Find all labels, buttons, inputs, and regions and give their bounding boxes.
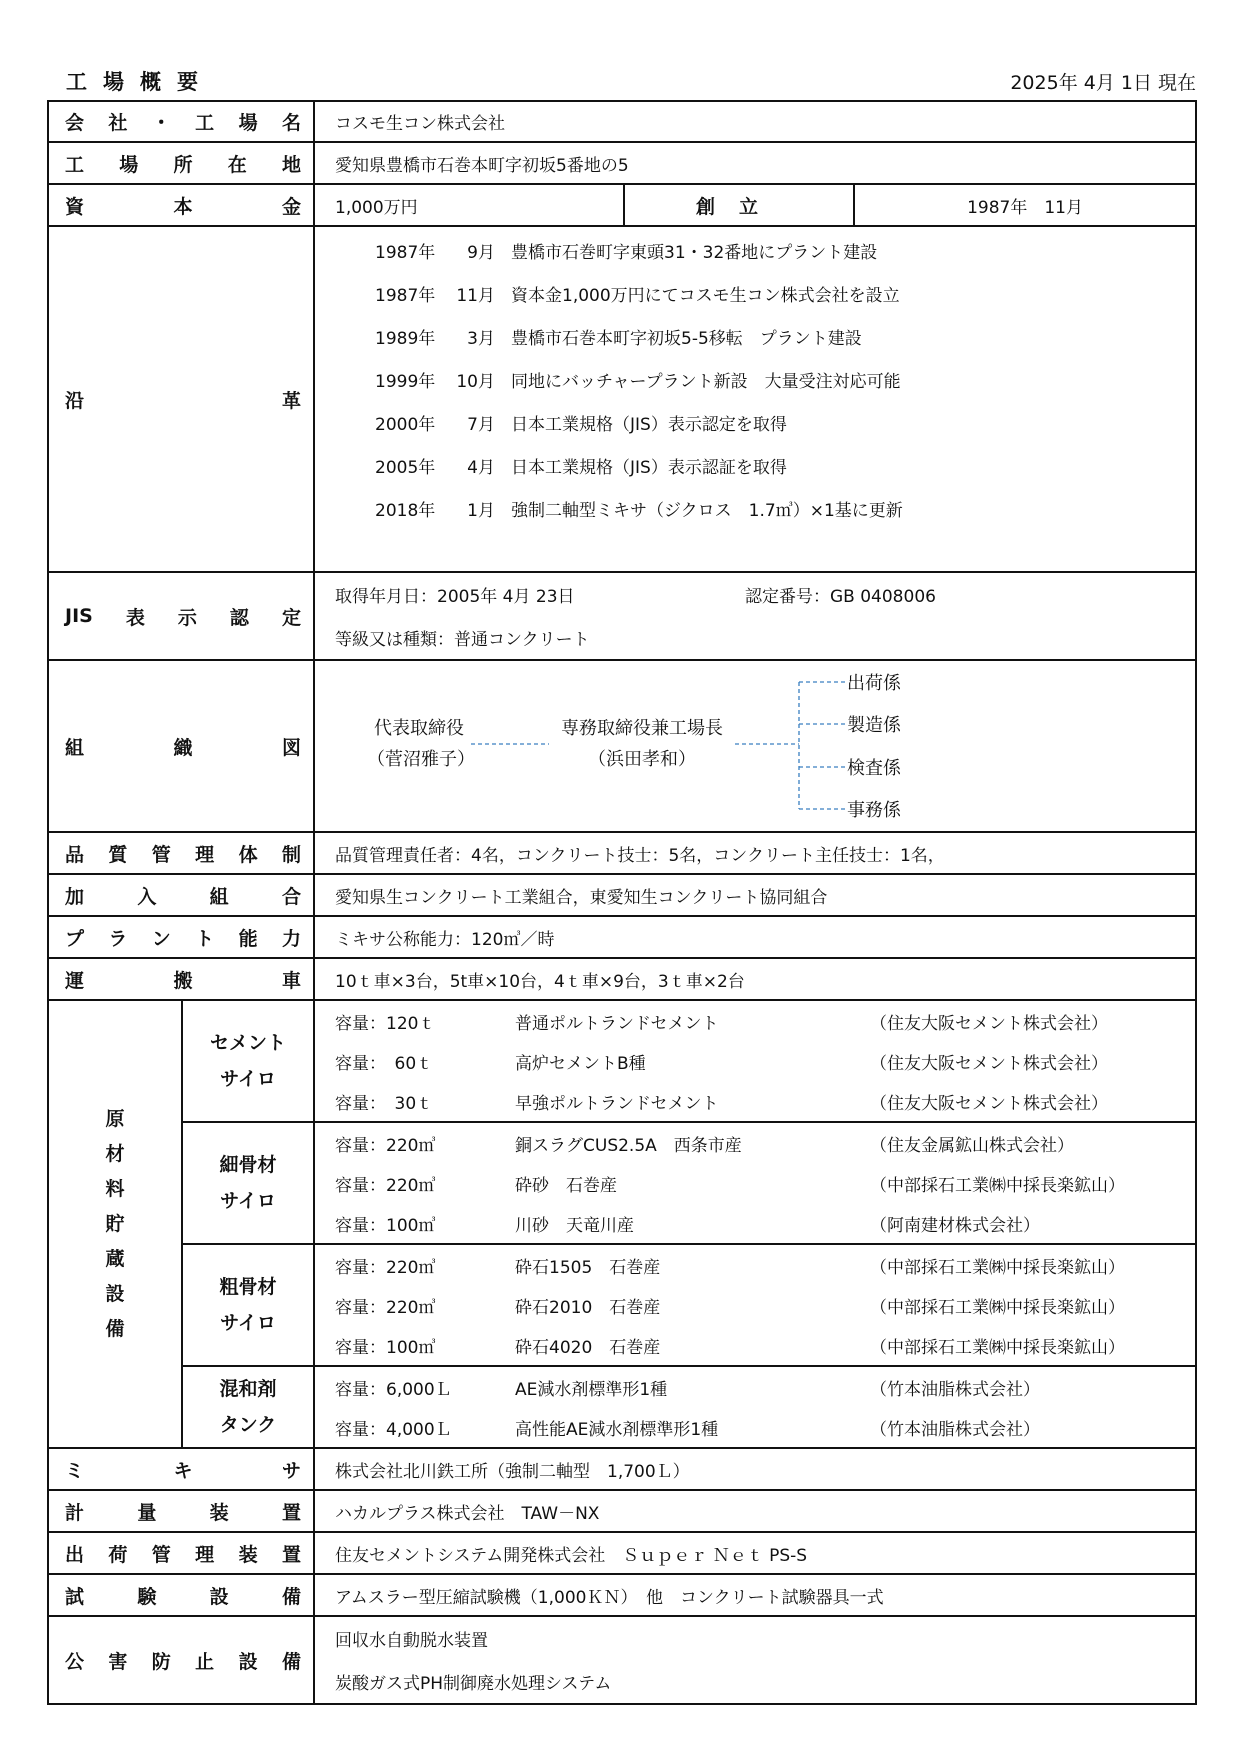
row-storage-fine-aggregate — [48, 1122, 1196, 1244]
org-director — [549, 713, 735, 775]
storage-row — [315, 1203, 1195, 1243]
history-month: 9月 — [467, 243, 495, 263]
history-year: 1987年 — [375, 243, 436, 263]
storage-material: 普通ポルトランドセメント — [515, 1013, 719, 1034]
row-jis — [48, 572, 1196, 660]
history-text: 日本工業規格（JIS）表示認定を取得 — [511, 415, 787, 435]
storage-capacity: 容量：220㎥ — [335, 1175, 436, 1196]
pollution-value — [314, 1616, 1196, 1704]
storage-group-label: セメント サイロ — [182, 1000, 314, 1122]
storage-capacity: 容量：220㎥ — [335, 1297, 436, 1318]
capital-value: 1,000万円 — [314, 184, 624, 226]
label-testing: 試 験 設 備 — [48, 1574, 314, 1616]
org-section-inspection: 検査係 — [847, 758, 901, 779]
storage-row — [315, 1325, 1195, 1365]
storage-row — [315, 1041, 1195, 1081]
storage-material: 高炉セメントB種 — [515, 1053, 646, 1074]
founded-value: 1987年 11月 — [854, 184, 1196, 226]
history-entry — [375, 229, 1195, 272]
jis-info — [314, 572, 1196, 660]
storage-supplier: （中部採石工業㈱中採長楽鉱山） — [870, 1257, 1125, 1278]
storage-capacity: 容量： 30ｔ — [335, 1093, 434, 1114]
row-company — [48, 101, 1196, 142]
storage-row — [315, 1123, 1195, 1163]
storage-group-rows — [314, 1244, 1196, 1366]
jis-acquired-date: 取得年月日：2005年 4月 23日 — [335, 587, 575, 607]
org-ceo-title: 代表取締役 — [374, 718, 464, 739]
storage-row — [315, 1285, 1195, 1325]
org-section-production: 製造係 — [847, 715, 901, 736]
union-value: 愛知県生コンクリート工業組合，東愛知生コンクリート協同組合 — [314, 874, 1196, 916]
storage-material: 砕石4020 石巻産 — [515, 1337, 661, 1358]
label-trucks: 運 搬 車 — [48, 958, 314, 1000]
storage-material: 高性能AE減水剤標準形1種 — [515, 1419, 719, 1440]
history-text: 日本工業規格（JIS）表示認証を取得 — [511, 458, 787, 478]
storage-supplier: （住友大阪セメント株式会社） — [870, 1093, 1108, 1114]
storage-material: AE減水剤標準形1種 — [515, 1379, 668, 1400]
row-org — [48, 660, 1196, 832]
history-month: 1月 — [467, 501, 495, 521]
row-plant — [48, 916, 1196, 958]
row-address — [48, 142, 1196, 184]
history-text: 資本金1,000万円にてコスモ生コン株式会社を設立 — [511, 286, 900, 306]
row-weighing — [48, 1490, 1196, 1532]
history-entry — [375, 401, 1195, 444]
org-section-shipping: 出荷係 — [847, 673, 901, 694]
storage-supplier: （阿南建材株式会社） — [870, 1215, 1040, 1236]
plant-value: ミキサ公称能力：120㎥／時 — [314, 916, 1196, 958]
history-year: 1987年 — [375, 286, 436, 306]
storage-capacity: 容量：220㎥ — [335, 1257, 436, 1278]
org-director-name: （浜田孝和） — [588, 749, 696, 770]
org-section-office: 事務係 — [847, 800, 901, 821]
weighing-value: ハカルプラス株式会社 TAW－NX — [314, 1490, 1196, 1532]
row-quality — [48, 832, 1196, 874]
storage-group-rows — [314, 1366, 1196, 1448]
storage-supplier: （住友大阪セメント株式会社） — [870, 1013, 1108, 1034]
row-testing — [48, 1574, 1196, 1616]
org-chart — [314, 660, 1196, 832]
history-month: 3月 — [467, 329, 495, 349]
label-history: 沿 革 — [48, 226, 314, 572]
history-year: 1999年 — [375, 372, 436, 392]
company-name: コスモ生コン株式会社 — [314, 101, 1196, 142]
quality-value: 品質管理責任者：4名，コンクリート技士：5名，コンクリート主任技士：1名， — [314, 832, 1196, 874]
storage-row — [315, 1163, 1195, 1203]
history-text: 豊橋市石巻町字東頭31・32番地にプラント建設 — [511, 243, 878, 263]
label-pollution: 公 害 防 止 設 備 — [48, 1616, 314, 1704]
storage-row — [315, 1081, 1195, 1121]
label-capital: 資 本 金 — [48, 184, 314, 226]
label-shipping: 出 荷 管 理 装 置 — [48, 1532, 314, 1574]
trucks-value: 10ｔ車×3台，5t車×10台，4ｔ車×9台，3ｔ車×2台 — [314, 958, 1196, 1000]
row-history — [48, 226, 1196, 572]
label-org: 組 織 図 — [48, 660, 314, 832]
history-list — [314, 226, 1196, 572]
page-title: 工場概要 — [66, 70, 214, 94]
history-year: 2018年 — [375, 501, 436, 521]
storage-supplier: （中部採石工業㈱中採長楽鉱山） — [870, 1337, 1125, 1358]
label-quality: 品 質 管 理 体 制 — [48, 832, 314, 874]
shipping-value: 住友セメントシステム開発株式会社 Ｓｕｐｅｒ Ｎｅｔ PS-S — [314, 1532, 1196, 1574]
history-entry — [375, 358, 1195, 401]
history-month: 7月 — [467, 415, 495, 435]
storage-material: 砕砂 石巻産 — [515, 1175, 617, 1196]
storage-supplier: （中部採石工業㈱中採長楽鉱山） — [870, 1175, 1125, 1196]
storage-capacity: 容量：100㎥ — [335, 1337, 436, 1358]
storage-capacity: 容量：100㎥ — [335, 1215, 436, 1236]
history-year: 1989年 — [375, 329, 436, 349]
history-text: 同地にバッチャープラント新設 大量受注対応可能 — [511, 372, 901, 392]
history-month: 4月 — [467, 458, 495, 478]
jis-grade: 等級又は種類：普通コンクリート — [335, 630, 590, 650]
storage-row — [315, 1245, 1195, 1285]
storage-capacity: 容量：220㎥ — [335, 1135, 436, 1156]
row-shipping — [48, 1532, 1196, 1574]
storage-material: 川砂 天竜川産 — [515, 1215, 634, 1236]
history-text: 豊橋市石巻本町字初坂5-5移転 プラント建設 — [511, 329, 862, 349]
storage-capacity: 容量：4,000Ｌ — [335, 1419, 452, 1440]
storage-capacity: 容量：6,000Ｌ — [335, 1379, 452, 1400]
label-weighing: 計 量 装 置 — [48, 1490, 314, 1532]
row-storage-cement — [48, 1000, 1196, 1122]
storage-supplier: （住友金属鉱山株式会社） — [870, 1135, 1074, 1156]
jis-cert-number: 認定番号：GB 0408006 — [745, 587, 936, 607]
row-mixer — [48, 1448, 1196, 1490]
storage-supplier: （竹本油脂株式会社） — [870, 1419, 1040, 1440]
pollution-item-2: 炭酸ガス式PH制御廃水処理システム — [335, 1674, 612, 1694]
storage-material: 早強ポルトランドセメント — [515, 1093, 719, 1114]
factory-overview-table — [47, 100, 1197, 1705]
history-text: 強制二軸型ミキサ（ジクロス 1.7㎥）×1基に更新 — [511, 501, 903, 521]
history-year: 2005年 — [375, 458, 436, 478]
storage-capacity: 容量：120ｔ — [335, 1013, 436, 1034]
history-entry — [375, 487, 1195, 530]
label-plant: プ ラ ン ト 能 力 — [48, 916, 314, 958]
storage-group-label: 混和剤 タンク — [182, 1366, 314, 1448]
history-entry — [375, 315, 1195, 358]
label-company: 会 社 ・ 工 場 名 — [48, 101, 314, 142]
storage-material: 銅スラグCUS2.5A 西条市産 — [515, 1135, 742, 1156]
label-union: 加 入 組 合 — [48, 874, 314, 916]
storage-supplier: （中部採石工業㈱中採長楽鉱山） — [870, 1297, 1125, 1318]
storage-supplier: （竹本油脂株式会社） — [870, 1379, 1040, 1400]
history-entry — [375, 444, 1195, 487]
storage-row — [315, 1367, 1195, 1407]
factory-address: 愛知県豊橋市石巻本町字初坂5番地の5 — [314, 142, 1196, 184]
row-union — [48, 874, 1196, 916]
storage-material: 砕石1505 石巻産 — [515, 1257, 661, 1278]
label-address: 工 場 所 在 地 — [48, 142, 314, 184]
org-director-title: 専務取締役兼工場長 — [561, 718, 723, 739]
org-ceo — [367, 713, 475, 775]
storage-supplier: （住友大阪セメント株式会社） — [870, 1053, 1108, 1074]
history-entry — [375, 272, 1195, 315]
pollution-item-1: 回収水自動脱水装置 — [335, 1631, 488, 1651]
history-month: 11月 — [456, 286, 495, 306]
label-mixer: ミ キ サ — [48, 1448, 314, 1490]
row-storage-coarse-aggregate — [48, 1244, 1196, 1366]
storage-row — [315, 1407, 1195, 1447]
as-of-date: 2025年 4月 1日 現在 — [1010, 72, 1196, 94]
storage-group-label: 粗骨材 サイロ — [182, 1244, 314, 1366]
row-pollution — [48, 1616, 1196, 1704]
storage-group-rows — [314, 1122, 1196, 1244]
row-trucks — [48, 958, 1196, 1000]
org-ceo-name: （菅沼雅子） — [367, 749, 475, 770]
row-capital — [48, 184, 1196, 226]
storage-group-label: 細骨材 サイロ — [182, 1122, 314, 1244]
storage-material: 砕石2010 石巻産 — [515, 1297, 661, 1318]
mixer-value: 株式会社北川鉄工所（強制二軸型 1,700Ｌ） — [314, 1448, 1196, 1490]
history-month: 10月 — [456, 372, 495, 392]
label-storage: 原 材 料 貯 蔵 設 備 — [48, 1000, 182, 1448]
storage-group-rows — [314, 1000, 1196, 1122]
storage-capacity: 容量： 60ｔ — [335, 1053, 434, 1074]
testing-value: アムスラー型圧縮試験機（1,000ＫＮ） 他 コンクリート試験器具一式 — [314, 1574, 1196, 1616]
row-storage-admixture — [48, 1366, 1196, 1448]
storage-row — [315, 1001, 1195, 1041]
label-jis: JIS 表 示 認 定 — [48, 572, 314, 660]
label-founded: 創立 — [624, 184, 854, 226]
history-year: 2000年 — [375, 415, 436, 435]
